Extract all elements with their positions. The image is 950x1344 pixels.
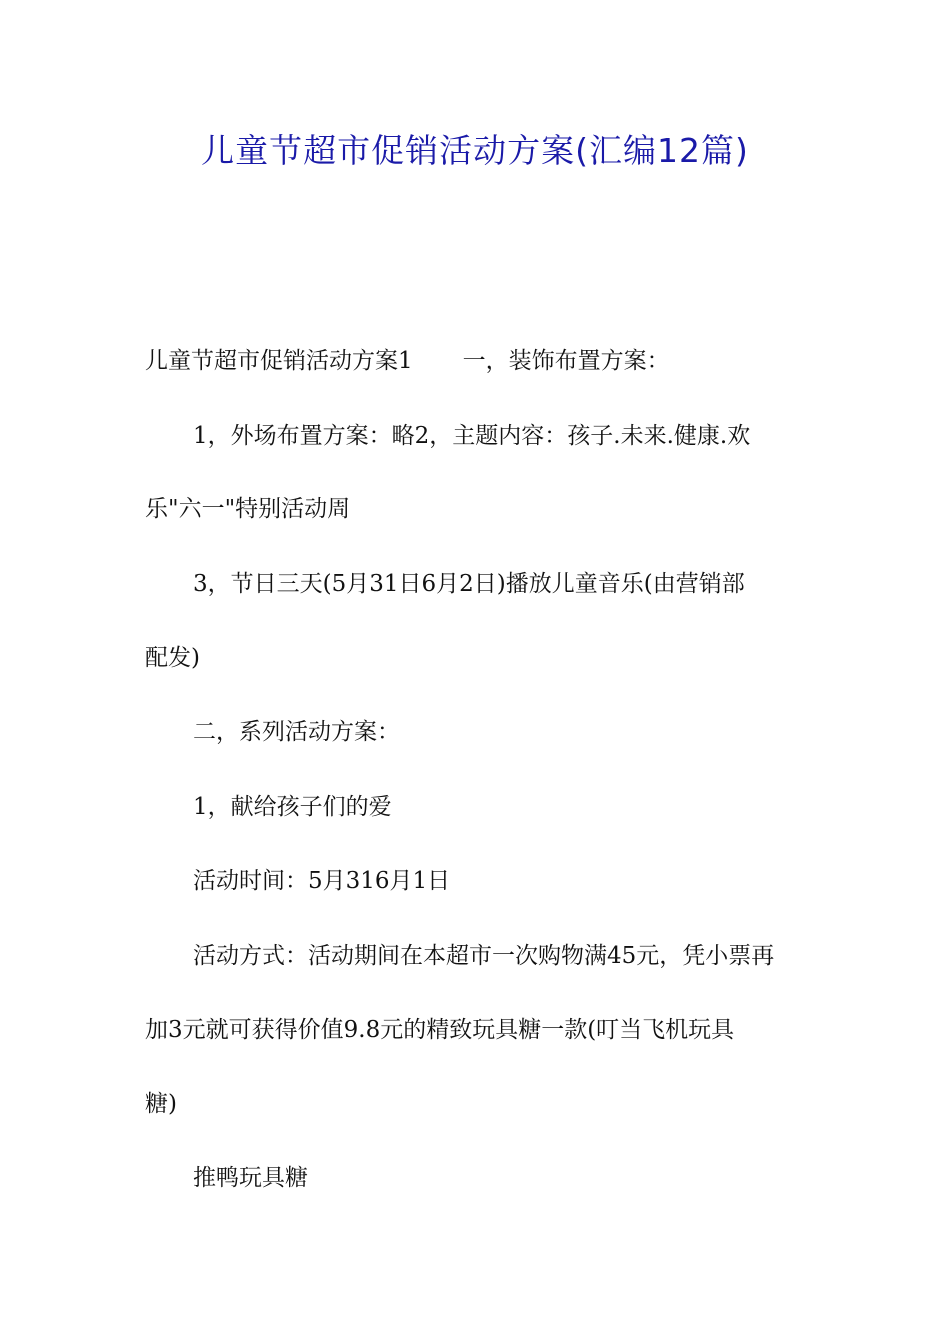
paragraph-line: 乐"六一"特别活动周	[145, 496, 351, 522]
paragraph-line: 二，系列活动方案：	[193, 719, 400, 745]
paragraph-line: 推鸭玩具糖	[193, 1165, 308, 1191]
paragraph-line	[145, 346, 670, 376]
section-heading: 儿童节超市促销活动方案1	[145, 348, 413, 374]
paragraph-line: 1，外场布置方案：略2，主题内容：孩子.未来.健康.欢	[193, 423, 751, 449]
paragraph-line: 1，献给孩子们的爱	[193, 794, 392, 820]
paragraph-line: 3，节日三天(5月31日6月2日)播放儿童音乐(由营销部	[193, 571, 745, 597]
paragraph-line: 配发)	[145, 645, 200, 671]
paragraph-line: 活动时间：5月316月1日	[193, 868, 451, 894]
subsection-heading: 一，装饰布置方案：	[462, 348, 670, 374]
paragraph-line: 糖)	[145, 1091, 177, 1117]
paragraph-line: 活动方式：活动期间在本超市一次购物满45元，凭小票再	[193, 943, 775, 969]
document-title: 儿童节超市促销活动方案(汇编12篇)	[201, 131, 749, 170]
paragraph-line: 加3元就可获得价值9.8元的精致玩具糖一款(叮当飞机玩具	[145, 1017, 735, 1043]
